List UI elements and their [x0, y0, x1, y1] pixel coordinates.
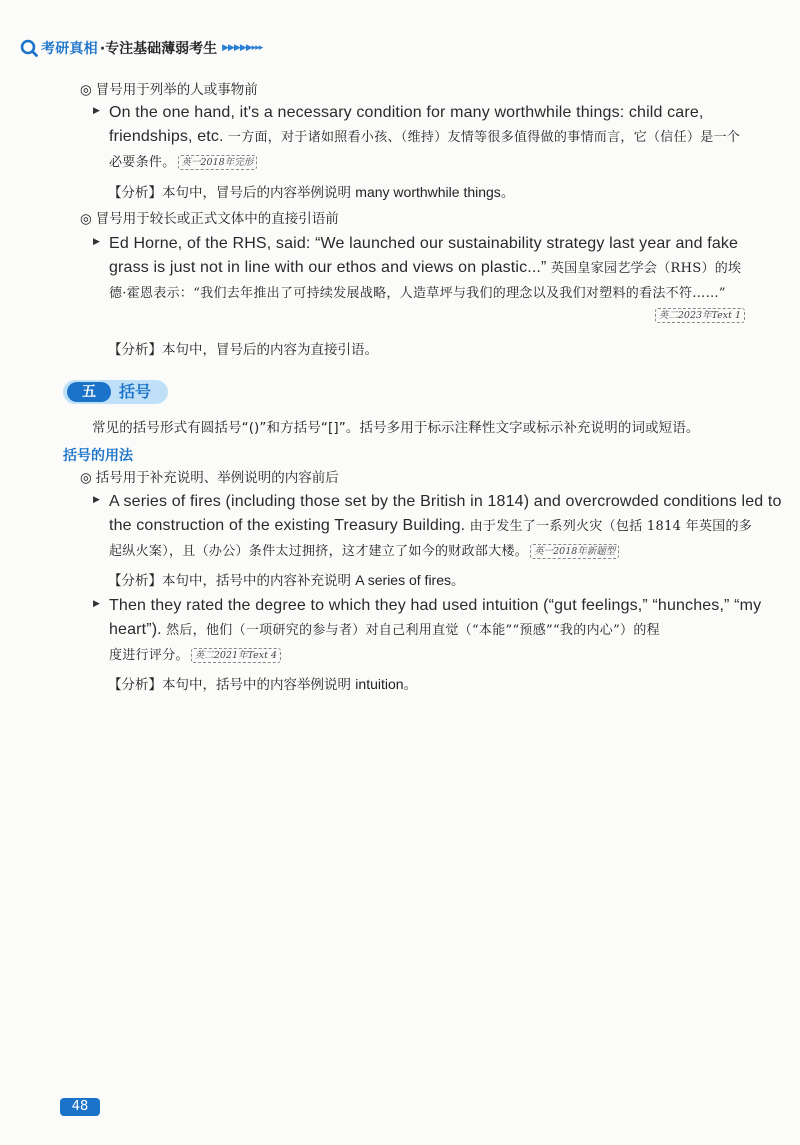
example-chinese: 然后，他们（一项研究的参与者）对自己利用直觉（“本能”“预感”“我的内心”）的程: [166, 623, 660, 638]
example-chinese: 英国皇家园艺学会（RHS）的埃德·霍恩表示：“我们去年推出了可持续发展战略，人造草坪与我们的理念以及我们对塑料的看法不符……”: [109, 261, 742, 301]
section-number: 五: [67, 382, 111, 402]
analysis-label: 【分析】: [108, 342, 162, 358]
analysis-text: 本句中，冒号后的内容为直接引语。: [162, 342, 378, 358]
triangle-bullet-icon: ▶: [93, 495, 100, 505]
page-number: 48: [60, 1098, 100, 1116]
circle-mark-icon: ◎: [80, 211, 92, 227]
brand-title: 考研真相: [41, 41, 98, 57]
paren-point-1-heading: [80, 466, 339, 486]
analysis-paren-supplement: [108, 569, 465, 589]
analysis-text: 本句中，括号中的内容举例说明: [162, 677, 351, 693]
arrow-decoration-icon: ▶▶▶▶▶▸▸▸: [222, 43, 263, 53]
analysis-end: 。: [403, 677, 418, 693]
example-chinese: 起纵火案），且（办公）条件太过拥挤，这才建立了如今的财政部大楼。: [109, 544, 529, 559]
brand-slogan: ·专注基础薄弱考生: [99, 41, 218, 57]
analysis-end: 。: [500, 185, 515, 201]
example-english: A series of fires: [109, 493, 226, 510]
triangle-bullet-icon: ▶: [93, 106, 100, 116]
example-chinese: 由于发生了一系列火灾（包括 1814 年英国的多: [469, 519, 753, 534]
section-intro: 常见的括号形式有圆括号“()”和方括号“[]”。括号多用于标示注释性文字或标示补充说明的词或短语。: [92, 420, 700, 436]
triangle-bullet-icon: ▶: [93, 237, 100, 247]
example-chinese: 度进行评分。: [109, 648, 189, 663]
analysis-term: intuition: [355, 676, 404, 692]
example-colon-quote: [93, 232, 743, 330]
example-english: the construction of the existing Treasury Building.: [109, 517, 466, 534]
example-paren-examples: [93, 594, 762, 670]
point-heading: 冒号用于较长或正式文体中的直接引语前: [95, 211, 339, 227]
analysis-label: 【分析】: [108, 677, 162, 693]
analysis-label: 【分析】: [108, 185, 162, 201]
analysis-end: 。: [451, 573, 465, 589]
section-badge: [63, 380, 168, 404]
example-paren-text: (“gut feelings,” “hunches,” “my: [543, 597, 762, 614]
analysis-text: 本句中，冒号后的内容举例说明: [162, 185, 351, 201]
circle-mark-icon: ◎: [80, 470, 92, 486]
running-header: [20, 38, 262, 58]
colon-point-2-heading: [80, 207, 339, 227]
circle-mark-icon: ◎: [80, 82, 92, 98]
analysis-colon-quote: [108, 338, 378, 358]
source-tag: 英一2018年新题型: [530, 544, 619, 559]
analysis-label: 【分析】: [108, 573, 162, 589]
analysis-colon-list: [108, 181, 514, 201]
triangle-bullet-icon: ▶: [93, 599, 100, 609]
analysis-paren-examples: [108, 673, 417, 693]
point-heading: 括号用于补充说明、举例说明的内容前后: [95, 470, 339, 486]
section-title: 括号: [119, 382, 152, 401]
magnifier-logo-icon: [20, 39, 38, 57]
example-chinese: 一方面，对于诸如照看小孩、（维持）友情等很多值得做的事情而言，它（信任）是一个必要条件。: [109, 130, 741, 170]
example-colon-list: [93, 101, 743, 177]
usage-heading: 括号的用法: [63, 448, 133, 464]
analysis-text: 本句中，括号中的内容补充说明: [162, 573, 351, 589]
example-english: On the one hand, it's a necessary condition for many worthwhile things: child care, friendships, etc.: [109, 104, 704, 145]
analysis-term: many worthwhile things: [355, 184, 501, 200]
analysis-term: A series of fires: [355, 572, 451, 588]
example-paren-text: (including those set by the British in 1814): [225, 493, 530, 510]
source-tag: 英二2021年Text 4: [191, 648, 281, 663]
example-paren-supplement: [93, 490, 782, 566]
colon-point-1-heading: [80, 78, 258, 98]
example-paren-text: heart”).: [109, 621, 162, 638]
point-heading: 冒号用于列举的人或事物前: [95, 82, 258, 98]
example-english: Ed Horne, of the RHS, said: “We launched our sustainability strategy last year and fake grass is just not in line with our ethos and views on plastic...”: [109, 235, 739, 276]
example-english: Then they rated the degree to which they had used intuition: [109, 597, 544, 614]
source-tag: 英二2023年Text 1: [655, 308, 745, 323]
example-english: and overcrowded conditions led to: [529, 493, 782, 510]
source-tag: 英一2018年完形: [178, 155, 258, 170]
